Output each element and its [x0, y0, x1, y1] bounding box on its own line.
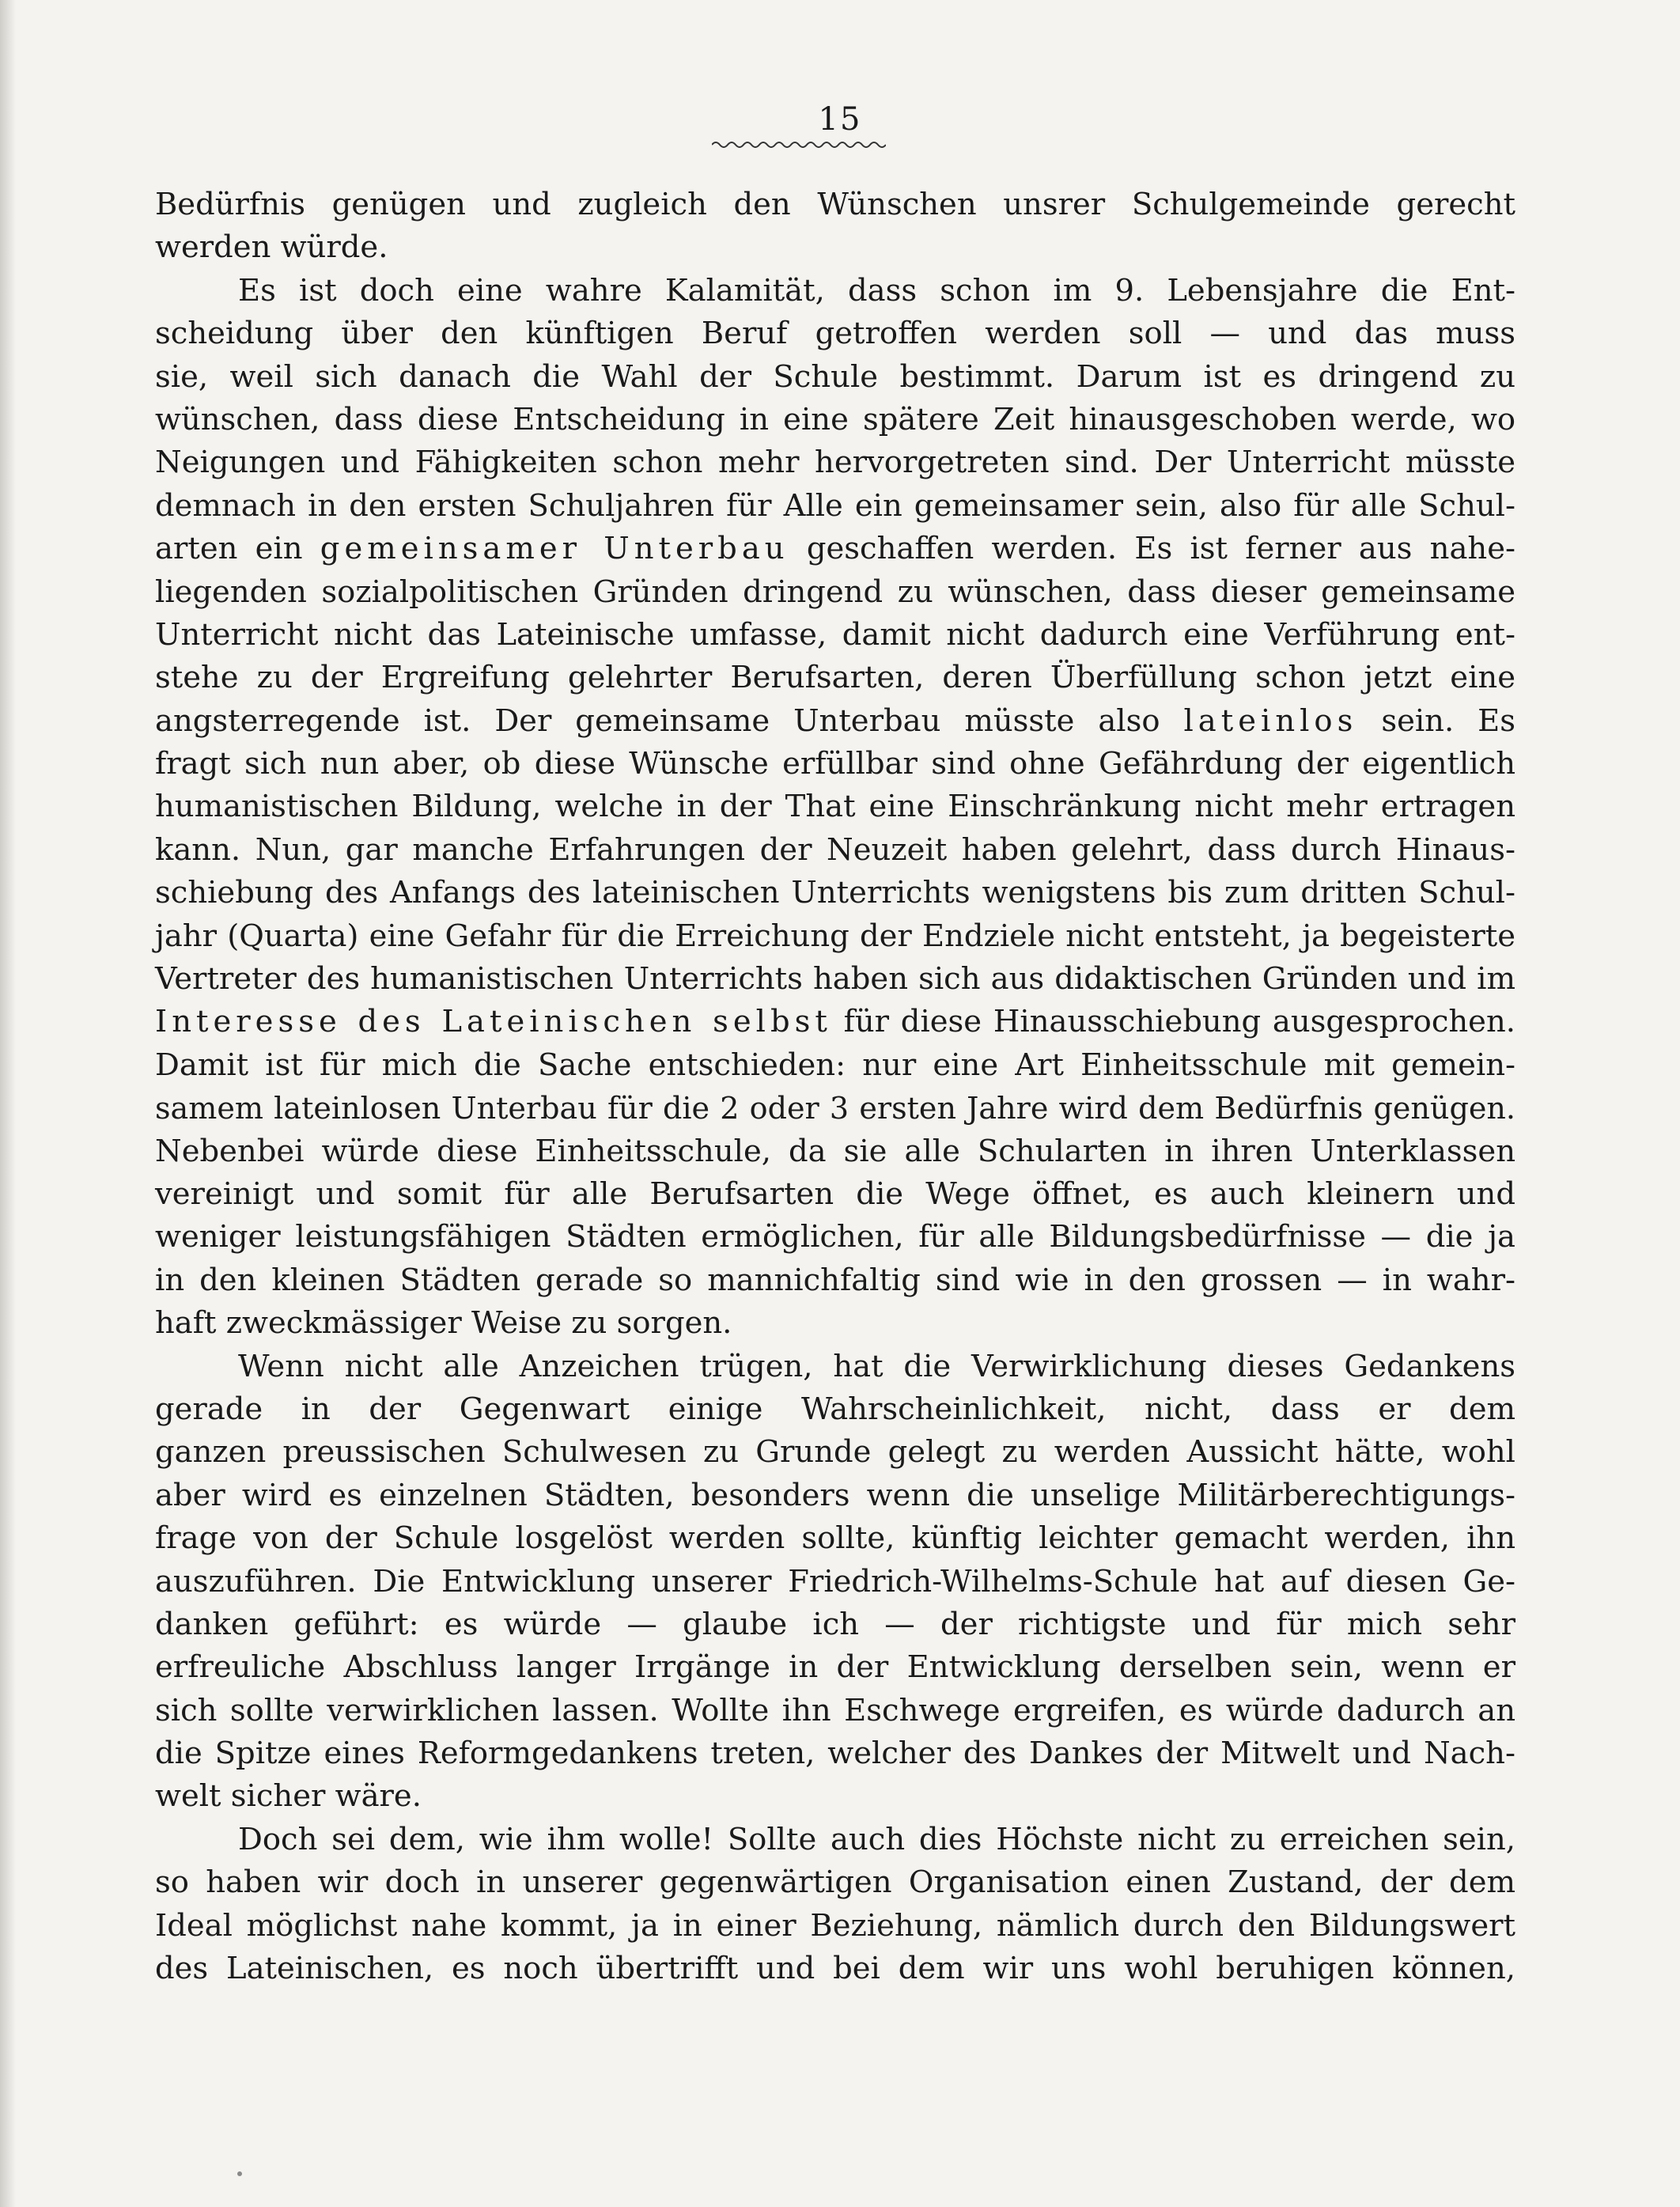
text-line: ganzen preussischen Schulwesen zu Grunde gelegt zu werden Aussicht hätte, wohl: [155, 1434, 1515, 1471]
spaced-emphasis: lateinlos: [1183, 702, 1358, 739]
text-line: [155, 700, 1515, 743]
text-line: demnach in den ersten Schuljahren für Alle ein gemeinsamer sein, also für alle Schul-: [155, 487, 1515, 524]
spaced-emphasis: Interesse des Lateinischen selbst: [155, 1004, 832, 1040]
text-line: Unterricht nicht das Lateinische umfasse, damit nicht dadurch eine Verführung ent-: [155, 616, 1515, 653]
text-line: gerade in der Gegenwart einige Wahrscheinlichkeit, nicht, dass er dem: [155, 1391, 1515, 1427]
text-line: werden würde.: [155, 229, 388, 266]
text-line: Doch sei dem, wie ihm wolle! Sollte auch dies Höchste nicht zu erreichen sein,: [238, 1821, 1515, 1857]
text-line: scheidung über den künftigen Beruf getroffen werden soll — und das muss: [155, 316, 1515, 352]
text-line: in den kleinen Städten gerade so mannichfaltig sind wie in den grossen — in wahr-: [155, 1262, 1515, 1298]
text-line: frage von der Schule losgelöst werden sollte, künftig leichter gemacht werden, ihn: [155, 1520, 1515, 1557]
spaced-emphasis: gemeinsamer Unterbau: [320, 531, 789, 567]
text-line: fragt sich nun aber, ob diese Wünsche erfüllbar sind ohne Gefährdung der eigentlich: [155, 746, 1515, 782]
text-line: jahr (Quarta) eine Gefahr für die Erreichung der Endziele nicht entsteht, ja begeisterte: [155, 918, 1515, 954]
text-line: welt sicher wäre.: [155, 1778, 422, 1815]
text-line: Es ist doch eine wahre Kalamität, dass schon im 9. Lebensjahre die Ent-: [238, 272, 1515, 309]
text-line: [155, 528, 1515, 570]
text-line: Damit ist für mich die Sache entschieden: nur eine Art Einheitsschule mit gemein-: [155, 1047, 1515, 1083]
text-segment: sein. Es: [1357, 702, 1516, 739]
text-line: auszuführen. Die Entwicklung unserer Friedrich-Wilhelms-Schule hat auf diesen Ge-: [155, 1563, 1515, 1599]
text-segment: angsterregende ist. Der gemeinsame Unterbau müsste also: [155, 702, 1184, 739]
text-line: aber wird es einzelnen Städten, besonders wenn die unselige Militärberechtigungs-: [155, 1477, 1515, 1513]
page-number: 15: [818, 101, 862, 138]
text-line: samem lateinlosen Unterbau für die 2 oder 3 ersten Jahre wird dem Bedürfnis genügen.: [155, 1091, 1515, 1126]
text-line: die Spitze eines Reformgedankens treten, welcher des Dankes der Mitwelt und Nach-: [155, 1736, 1515, 1772]
text-segment: arten ein: [155, 531, 320, 567]
text-line: schiebung des Anfangs des lateinischen Unterrichts wenigstens bis zum dritten Schul-: [155, 875, 1515, 911]
text-line: Ideal möglichst nahe kommt, ja in einer Beziehung, nämlich durch den Bildungswert: [155, 1907, 1515, 1944]
text-line: danken geführt: es würde — glaube ich — der richtigste und für mich sehr: [155, 1606, 1515, 1642]
text-line: stehe zu der Ergreifung gelehrter Berufsarten, deren Überfüllung schon jetzt eine: [155, 660, 1515, 696]
text-line: so haben wir doch in unserer gegenwärtigen Organisation einen Zustand, der dem: [155, 1864, 1515, 1901]
text-segment: geschaffen werden. Es ist ferner aus nahe-: [789, 531, 1515, 567]
text-line: haft zweckmässiger Weise zu sorgen.: [155, 1305, 732, 1342]
decorative-rule: [712, 139, 886, 150]
text-line: Wenn nicht alle Anzeichen trügen, hat die Verwirklichung dieses Gedankens: [238, 1348, 1515, 1384]
text-line: Vertreter des humanistischen Unterrichts haben sich aus didaktischen Gründen und im: [155, 961, 1515, 998]
text-line: humanistischen Bildung, welche in der That eine Einschränkung nicht mehr ertragen: [155, 789, 1515, 825]
page-edge-shadow: [0, 0, 16, 2207]
text-segment: für diese Hinausschiebung ausgesprochen.: [831, 1004, 1515, 1040]
text-line: weniger leistungsfähigen Städten ermöglichen, für alle Bildungsbedürfnisse — die ja: [155, 1219, 1515, 1255]
text-line: [155, 1001, 1515, 1043]
text-line: Bedürfnis genügen und zugleich den Wünschen unsrer Schulgemeinde gerecht: [155, 187, 1515, 222]
print-speck: [237, 2171, 242, 2176]
body-text: [155, 184, 1515, 1990]
text-line: des Lateinischen, es noch übertrifft und bei dem wir uns wohl beruhigen können,: [155, 1951, 1515, 1987]
text-line: sich sollte verwirklichen lassen. Wollte ihn Eschwege ergreifen, es würde dadurch an: [155, 1692, 1515, 1728]
text-line: Neigungen und Fähigkeiten schon mehr hervorgetreten sind. Der Unterricht müsste: [155, 445, 1515, 481]
text-line: sie, weil sich danach die Wahl der Schule bestimmt. Darum ist es dringend zu: [155, 358, 1515, 395]
text-line: liegenden sozialpolitischen Gründen dringend zu wünschen, dass dieser gemeinsame: [155, 574, 1515, 610]
text-line: wünschen, dass diese Entscheidung in eine spätere Zeit hinausgeschoben werde, wo: [155, 401, 1515, 437]
text-line: vereinigt und somit für alle Berufsarten die Wege öffnet, es auch kleinern und: [155, 1175, 1515, 1212]
text-line: Nebenbei würde diese Einheitsschule, da sie alle Schularten in ihren Unterklassen: [155, 1133, 1515, 1169]
text-line: kann. Nun, gar manche Erfahrungen der Neuzeit haben gelehrt, dass durch Hinaus-: [155, 831, 1515, 868]
text-line: erfreuliche Abschluss langer Irrgänge in der Entwicklung derselben sein, wenn er: [155, 1649, 1515, 1686]
